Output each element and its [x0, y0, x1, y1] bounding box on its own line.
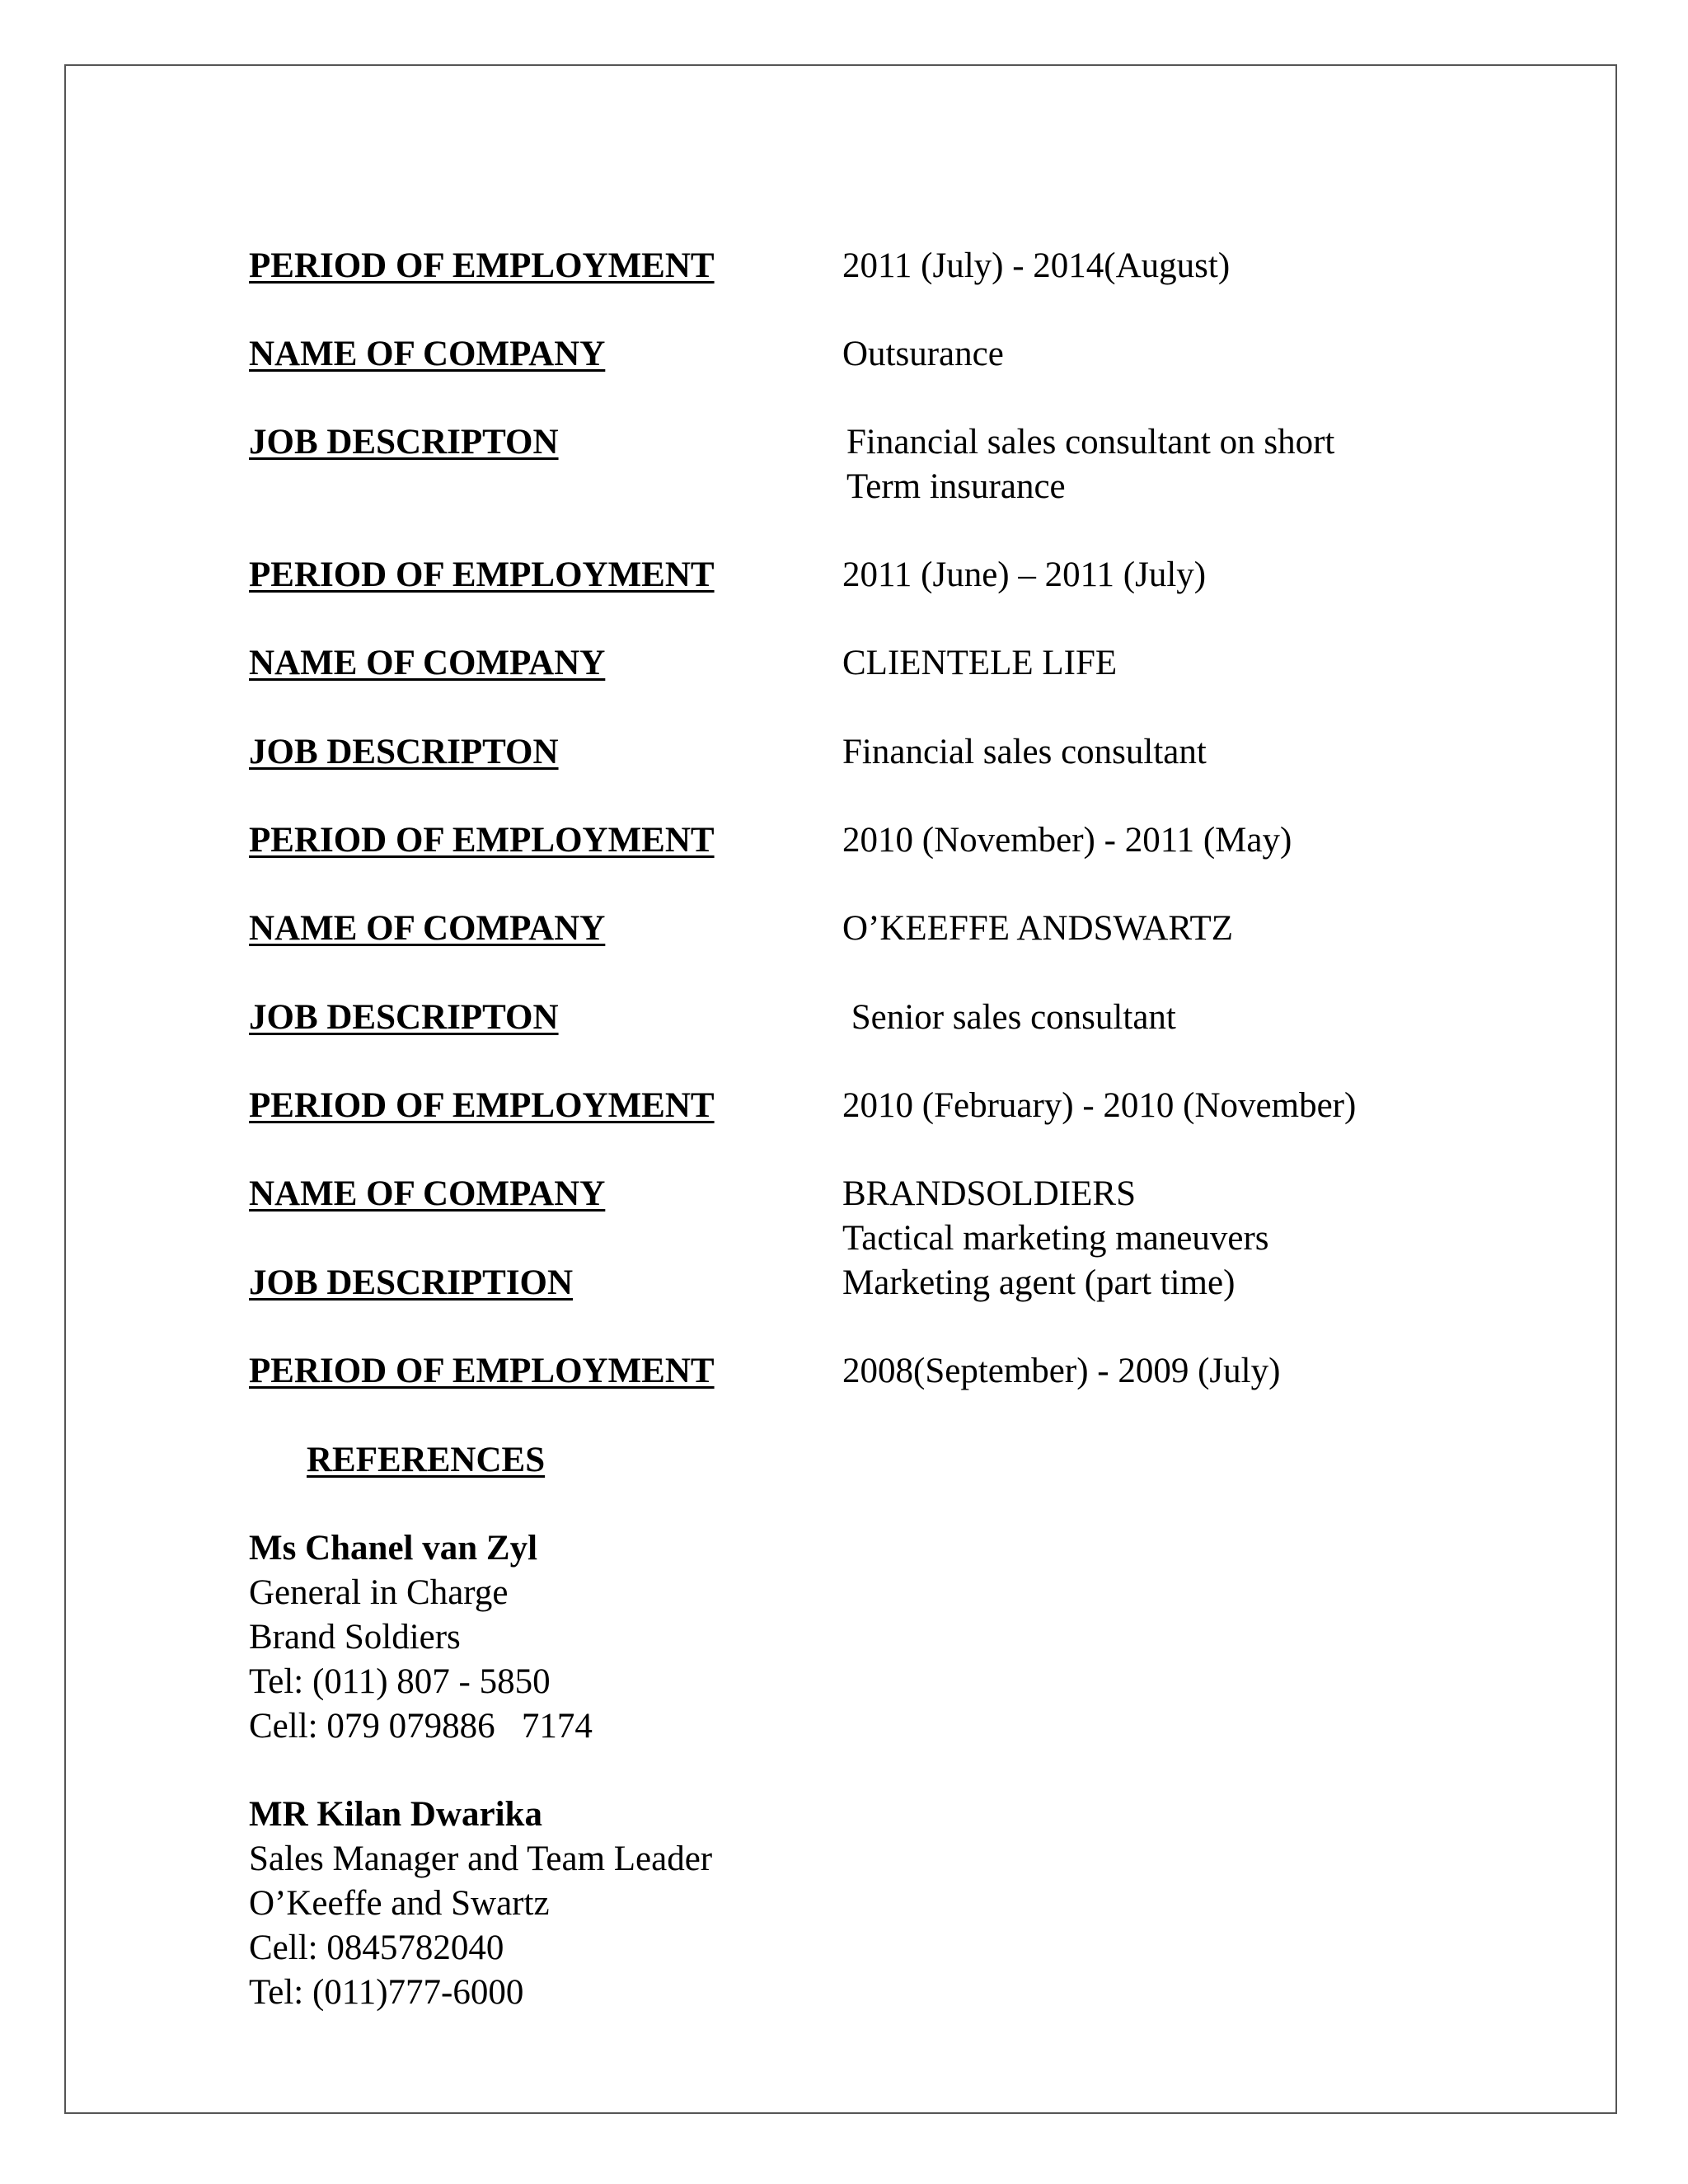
company-value-continued: Tactical marketing maneuvers — [842, 1219, 1269, 1258]
period-value: 2010 (November) - 2011 (May) — [842, 821, 1292, 860]
job-label: JOB DESCRIPTON — [249, 733, 559, 771]
period-value: 2011 (July) - 2014(August) — [842, 246, 1231, 285]
reference-phone: Tel: (011) 807 - 5850 — [249, 1662, 551, 1701]
period-value: 2011 (June) – 2011 (July) — [842, 555, 1207, 594]
job-label: JOB DESCRIPTION — [249, 1263, 574, 1302]
period-value: 2008(September) - 2009 (July) — [842, 1352, 1281, 1390]
period-label: PERIOD OF EMPLOYMENT — [249, 821, 715, 860]
job-value: Financial sales consultant on short — [846, 423, 1335, 462]
job-value: Senior sales consultant — [842, 998, 1176, 1037]
job-label: JOB DESCRIPTON — [249, 998, 559, 1037]
period-label: PERIOD OF EMPLOYMENT — [249, 246, 715, 285]
company-label: NAME OF COMPANY — [249, 644, 606, 682]
company-value: BRANDSOLDIERS — [842, 1174, 1136, 1213]
reference-name: MR Kilan Dwarika — [249, 1795, 542, 1834]
job-value: Marketing agent (part time) — [842, 1263, 1236, 1302]
job-label: JOB DESCRIPTON — [249, 423, 559, 462]
company-label: NAME OF COMPANY — [249, 1174, 606, 1213]
job-value: Financial sales consultant — [842, 733, 1207, 771]
period-label: PERIOD OF EMPLOYMENT — [249, 1352, 715, 1390]
period-label: PERIOD OF EMPLOYMENT — [249, 1086, 715, 1125]
reference-name: Ms Chanel van Zyl — [249, 1529, 538, 1568]
references-heading: REFERENCES — [307, 1441, 546, 1479]
period-value: 2010 (February) - 2010 (November) — [842, 1086, 1357, 1125]
reference-title: Sales Manager and Team Leader — [249, 1840, 713, 1878]
company-label: NAME OF COMPANY — [249, 335, 606, 373]
period-label: PERIOD OF EMPLOYMENT — [249, 555, 715, 594]
company-value: Outsurance — [842, 335, 1004, 373]
company-label: NAME OF COMPANY — [249, 909, 606, 948]
reference-title: General in Charge — [249, 1573, 509, 1612]
reference-phone: Cell: 0845782040 — [249, 1929, 504, 1967]
reference-phone: Cell: 079 079886 7174 — [249, 1707, 593, 1746]
reference-company: Brand Soldiers — [249, 1618, 461, 1657]
job-value-continued: Term insurance — [846, 467, 1066, 506]
reference-phone: Tel: (011)777-6000 — [249, 1973, 524, 2012]
company-value: O’KEEFFE ANDSWARTZ — [842, 909, 1234, 948]
company-value: CLIENTELE LIFE — [842, 644, 1118, 682]
reference-company: O’Keeffe and Swartz — [249, 1884, 550, 1923]
